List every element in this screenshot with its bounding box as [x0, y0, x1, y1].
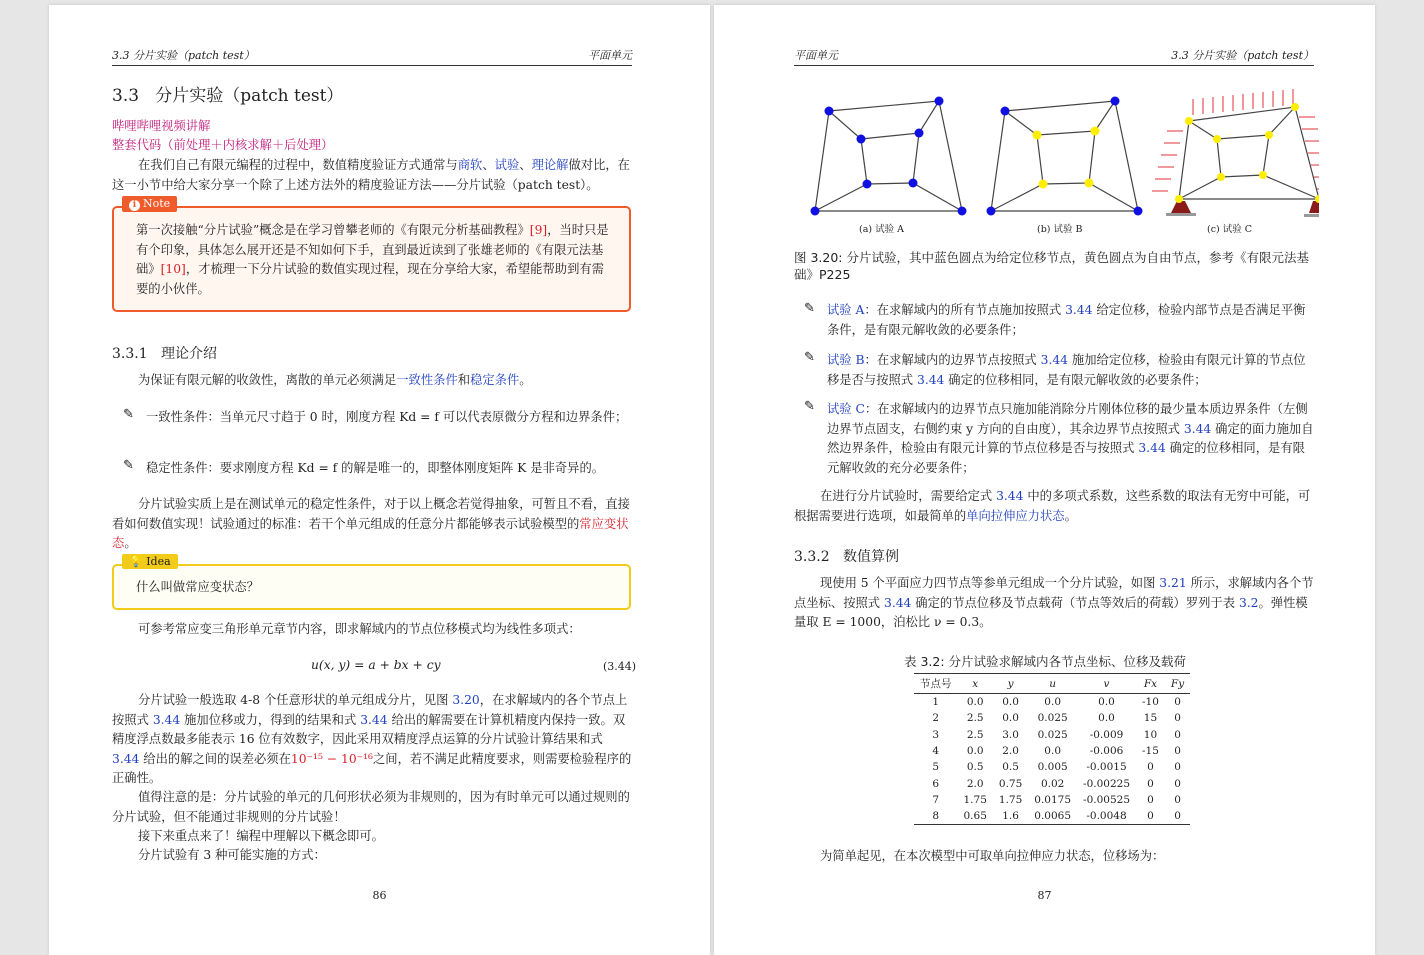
- table-header-cell: Fx: [1136, 674, 1165, 694]
- pencil-icon: ✎: [804, 301, 815, 316]
- link-uniaxial-tension[interactable]: 单向拉伸应力状态: [966, 508, 1065, 523]
- table-cell: 5: [932, 761, 940, 774]
- irregular-paragraph: 值得注意的是：分片试验的单元的几何形状必须为非规则的，因为有时单元可以通过规则的分片试验，但不能通过非规则的分片试验！: [112, 790, 630, 824]
- table-cell: 4: [932, 745, 940, 758]
- table-cell: 1.6: [1002, 810, 1019, 823]
- focus-paragraph: 接下来重点来了！编程中理解以下概念即可。: [138, 829, 384, 843]
- table-caption: 表 3.2: 分片试验求解域内各节点坐标、位移及载荷: [904, 654, 1187, 669]
- node-fixed: [1111, 97, 1120, 106]
- node-fixed: [915, 129, 924, 138]
- header-left: 平面单元: [794, 49, 838, 62]
- table-row: [914, 743, 1190, 759]
- node-free: [1291, 103, 1299, 111]
- methods-paragraph: 分片试验有 3 种可能实施的方式：: [138, 848, 326, 862]
- header-right: 3.3 分片实验（patch test）: [1171, 49, 1314, 62]
- node-free: [1091, 127, 1100, 136]
- fixed-support: [1171, 201, 1191, 213]
- page-number: 86: [372, 889, 387, 902]
- table-cell: 0.005: [1037, 761, 1068, 774]
- linear-polynomial-paragraph: 可参考常应变三角形单元章节内容，即求解域内的节点位移模式均为线性多项式：: [138, 622, 581, 636]
- ref-eq-344[interactable]: 3.44: [884, 595, 912, 610]
- subsection-heading-332: 3.3.2 数值算例: [794, 549, 899, 565]
- table-cell: 0: [1174, 745, 1181, 758]
- page-86: [49, 5, 710, 955]
- node-free: [1265, 131, 1273, 139]
- table-cell: -0.00225: [1083, 777, 1130, 790]
- ref-fig-321[interactable]: 3.21: [1159, 576, 1187, 590]
- table-cell: 6: [932, 777, 940, 790]
- node-free: [1085, 179, 1094, 188]
- table-cell: 8: [932, 810, 940, 823]
- note-tag: i Note: [122, 196, 177, 212]
- pencil-icon: ✎: [123, 458, 134, 473]
- running-header: [112, 47, 632, 66]
- table-row: [914, 808, 1190, 825]
- table-cell: 0.5: [966, 761, 984, 774]
- table-cell: 0.0175: [1034, 793, 1072, 806]
- link-test-b[interactable]: 试验 B: [827, 353, 865, 367]
- section-heading: [112, 81, 343, 106]
- ref-eq-344[interactable]: 3.44: [112, 751, 140, 766]
- ref-eq-344[interactable]: 3.44: [1138, 441, 1166, 455]
- page-87: [714, 5, 1375, 955]
- table-row: [914, 727, 1190, 743]
- table-cell: 0: [1147, 761, 1154, 774]
- table-header-cell: 节点号: [914, 674, 958, 694]
- code-link[interactable]: 整套代码（前处理＋内核求解＋后处理）: [112, 138, 334, 152]
- ref-10[interactable]: [10]: [160, 262, 186, 276]
- equation-344: u(x, y) = a + bx + cy: [311, 658, 441, 672]
- node-fixed: [909, 179, 918, 188]
- section-title: 分片实验（patch test）: [155, 86, 344, 106]
- ref-eq-344[interactable]: 3.44: [917, 372, 945, 387]
- table-cell: 0.0: [1002, 696, 1019, 709]
- table-cell: 0.0: [1002, 712, 1019, 725]
- note-text: 第一次接触“分片试验”概念是在学习曾攀老师的《有限元分析基础教程》[9]，当时只是有个印象，具体怎么展开还是不知如何下手，直到最近读到了张雄老师的《有限元法基础》[10]，才梳理一下分片试验的数值实现过程，现在分享给大家，希望能帮助到有需要的小伙伴。: [136, 223, 609, 296]
- idea-text: 什么叫做常应变状态？: [136, 580, 259, 594]
- equation-number: (3.44): [603, 660, 637, 673]
- patch-test-c: [1152, 89, 1319, 217]
- table-cell: 0.025: [1037, 728, 1068, 741]
- table-cell: 0.0: [966, 745, 984, 758]
- table-cell: 0: [1174, 777, 1181, 790]
- inner-element: [861, 133, 919, 184]
- table-cell: 2.5: [966, 728, 984, 741]
- node-fixed: [825, 107, 834, 116]
- subfig-label-a: (a) 试验 A: [859, 224, 904, 235]
- patch-test-a: [811, 97, 967, 216]
- subfig-label-b: (b) 试验 B: [1037, 224, 1083, 235]
- link-experiment[interactable]: 试验: [494, 158, 520, 172]
- table-cell: 0: [1174, 810, 1181, 823]
- idea-tag: 💡 Idea: [122, 554, 178, 569]
- figure-caption: 图 3.20: 分片试验，其中蓝色圆点为给定位移节点，黄色圆点为自由节点，参考《有限元法基础》P225: [794, 250, 1309, 282]
- table-cell: 0: [1174, 728, 1181, 741]
- link-test-a[interactable]: 试验 A: [827, 303, 865, 317]
- subsection-heading-331: 3.3.1 理论介绍: [112, 346, 217, 362]
- outer-boundary: [1179, 107, 1319, 199]
- coefficient-paragraph: 在进行分片试验时，需要给定式 3.44 中的多项式系数，这些系数的取法有无穷中可能，可根据需要进行选项，如最简单的单向拉伸应力状态。: [794, 489, 1311, 523]
- table-cell: 3: [932, 728, 940, 741]
- precision-paragraph: 分片试验一般选取 4-8 个任意形状的单元组成分片，见图 3.20，在求解域内的各个节点上按照式 3.44 施加位移或力，得到的结果和式 3.44 给出的解需要在计算机精度内保持一致。双精度浮点数最多能表示 16 位有效数字，因此采用双精度浮点运算的分片试验计算结果和式 3.44 给出的解之间的误差必须在10⁻¹⁵ − 10⁻¹⁶之间，若不满足此精度要求，则需要检验程序的正确性。: [112, 693, 632, 785]
- pencil-icon: ✎: [804, 350, 815, 365]
- bullet-test-c: 试验 C：在求解域内的边界节点只施加能消除分片刚体位移的最少量本质边界条件（左侧边界节点固支，右侧约束 y 方向的自由度），其余边界节点按照式 3.44 确定的面力施加自然边界条件，检验由有限元计算的节点位移是否与按照式 3.44 确定的位移相同，是有限元解收敛的充分必要条件；: [827, 402, 1314, 475]
- table-row: [914, 792, 1190, 808]
- ref-fig-320[interactable]: 3.20: [452, 693, 480, 707]
- node-table: [914, 673, 1190, 825]
- table-cell: 1.75: [998, 793, 1023, 806]
- link-stability[interactable]: 稳定条件: [470, 373, 520, 387]
- table-cell: 0: [1147, 777, 1154, 790]
- table-header-row: [914, 674, 1190, 694]
- table-cell: 0.02: [1040, 777, 1065, 790]
- table-cell: -0.0048: [1086, 810, 1127, 823]
- table-cell: 3.0: [1002, 728, 1019, 741]
- bullet-stability: 稳定性条件：要求刚度方程 Kd = f 的解是唯一的，即整体刚度矩阵 K 是非奇异的。: [146, 461, 605, 475]
- node-fixed: [1134, 207, 1143, 216]
- node-free: [1213, 135, 1221, 143]
- table-cell: 2.0: [1002, 745, 1019, 758]
- ref-eq-344[interactable]: 3.44: [1065, 303, 1093, 317]
- running-header: [794, 47, 1314, 66]
- table-header-cell: v: [1077, 674, 1136, 694]
- table-cell: 15: [1143, 712, 1158, 725]
- table-row: [914, 694, 1190, 711]
- table-cell: 2: [932, 712, 940, 725]
- table-cell: 2.0: [966, 777, 984, 790]
- lightbulb-icon: 💡: [129, 555, 143, 568]
- table-cell: -0.0015: [1086, 761, 1127, 774]
- subfig-label-c: (c) 试验 C: [1207, 224, 1253, 235]
- table-cell: 2.5: [966, 712, 984, 725]
- table-cell: 1: [932, 696, 940, 709]
- table-cell: 0.025: [1037, 712, 1068, 725]
- table-cell: 0: [1147, 810, 1154, 823]
- node-free: [1033, 131, 1042, 140]
- ref-eq-344[interactable]: 3.44: [1183, 421, 1212, 436]
- table-cell: 0.0065: [1034, 810, 1072, 823]
- ref-table-32[interactable]: 3.2: [1238, 595, 1259, 610]
- table-cell: -0.006: [1089, 745, 1124, 758]
- table-cell: -10: [1142, 696, 1159, 709]
- node-free: [1217, 173, 1225, 181]
- next-page-left-edge: [49, 943, 710, 955]
- pencil-icon: ✎: [123, 407, 134, 422]
- table-cell: 0.0: [966, 696, 984, 709]
- ref-9[interactable]: [9]: [529, 223, 548, 237]
- figure-patch-tests: [809, 87, 1319, 222]
- link-theory[interactable]: 理论解: [531, 158, 569, 172]
- table-cell: 0.0: [1044, 745, 1061, 758]
- bullet-consistency: 一致性条件：当单元尺寸趋于 0 时，刚度方程 Kd = f 可以代表原微分方程和边界条件；: [146, 410, 628, 424]
- table-cell: 0: [1174, 696, 1181, 709]
- table-cell: 0.0: [1098, 696, 1115, 709]
- table-cell: 1.75: [963, 793, 987, 806]
- table-cell: 0: [1174, 761, 1181, 774]
- table-cell: 0.0: [1098, 712, 1115, 725]
- node-free: [1259, 171, 1267, 179]
- patch-test-b: [987, 97, 1143, 216]
- node-free: [1039, 180, 1048, 189]
- table-cell: -0.009: [1089, 728, 1124, 741]
- table-cell: 0.75: [998, 777, 1023, 790]
- example-paragraph: 现使用 5 个平面应力四节点等参单元组成一个分片试验，如图 3.21 所示，求解域内各个节点坐标、按照式 3.44 确定的节点位移及节点载荷（节点等效后的荷载）罗列于表 3.2。弹性模量取 E = 1000，泊松比 ν = 0.3。: [794, 576, 1314, 629]
- roller-support: [1309, 201, 1319, 213]
- header-left: 3.3 分片实验（patch test）: [112, 49, 255, 62]
- table-header-cell: y: [993, 674, 1028, 694]
- bullet-test-b: 试验 B：在求解域内的边界节点按照式 3.44 施加给定位移，检验由有限元计算的节点位移是否与按照式 3.44 确定的位移相同，是有限元解收敛的必要条件；: [827, 353, 1306, 387]
- table-header-cell: u: [1028, 674, 1077, 694]
- table-cell: 0.5: [1002, 761, 1019, 774]
- bullet-test-a: 试验 A：在求解域内的所有节点施加按照式 3.44 给定位移，检验内部节点是否满足平衡条件，是有限元解收敛的必要条件；: [827, 303, 1306, 337]
- link-test-c[interactable]: 试验 C: [827, 402, 865, 416]
- node-fixed: [987, 207, 996, 216]
- ref-eq-344[interactable]: 3.44: [152, 712, 181, 727]
- patch-test-paragraph: 分片试验实质上是在测试单元的稳定性条件，对于以上概念若觉得抽象，可暂且不看，直接看如何数值实现！试验通过的标准：若干个单元组成的任意分片都能够表示试验模型的常应变状态。: [112, 497, 630, 550]
- node-fixed: [958, 207, 967, 216]
- table-cell: -15: [1142, 745, 1159, 758]
- link-consistency[interactable]: 一致性条件: [396, 373, 458, 387]
- error-range: 10⁻¹⁵ − 10⁻¹⁶: [290, 751, 373, 766]
- link-constant-strain[interactable]: 常应变状态: [112, 516, 629, 550]
- table-cell: 0: [1174, 712, 1181, 725]
- node-fixed: [935, 97, 944, 106]
- table-row: [914, 710, 1190, 726]
- table-cell: 0: [1147, 793, 1154, 806]
- node-fixed: [1001, 107, 1010, 116]
- pencil-icon: ✎: [804, 399, 815, 414]
- table-body: [914, 694, 1190, 825]
- info-icon: i: [129, 200, 140, 211]
- table-header-cell: x: [958, 674, 993, 694]
- idea-box: [112, 555, 631, 610]
- link-commercial-software[interactable]: 商软: [457, 158, 483, 172]
- displacement-paragraph: 为简单起见，在本次模型中可取单向拉伸应力状态，位移场为：: [820, 849, 1165, 863]
- next-page-right-edge: [714, 943, 1375, 955]
- node-fixed: [863, 180, 872, 189]
- table-cell: 0.0: [1044, 696, 1061, 709]
- table-cell: -0.00525: [1083, 793, 1130, 806]
- section-number: 3.3: [112, 86, 140, 106]
- ref-eq-344[interactable]: 3.44: [996, 489, 1024, 503]
- node-fixed: [857, 135, 866, 144]
- header-right: 平面单元: [588, 49, 632, 62]
- table-cell: 10: [1143, 728, 1158, 741]
- convergence-paragraph: 为保证有限元解的收敛性，离散的单元必须满足一致性条件和稳定条件。: [138, 373, 532, 387]
- video-link[interactable]: 哔哩哔哩视频讲解: [112, 119, 211, 133]
- table-header-cell: Fy: [1165, 674, 1190, 694]
- note-box: [112, 197, 631, 312]
- table-row: [914, 759, 1190, 775]
- node-free: [1175, 195, 1183, 203]
- intro-paragraph: 在我们自己有限元编程的过程中，数值精度验证方式通常与商软、试验、理论解做对比，在这一小节中给大家分享一个除了上述方法外的精度验证方法——分片试验（patch test）。: [112, 158, 630, 192]
- table-row: [914, 775, 1190, 791]
- table-cell: 7: [932, 793, 940, 806]
- node-free: [1185, 117, 1193, 125]
- node-fixed: [811, 207, 820, 216]
- ref-eq-344[interactable]: 3.44: [360, 712, 388, 727]
- table-cell: 0.65: [963, 810, 987, 823]
- table-cell: 0: [1174, 793, 1181, 806]
- ref-eq-344[interactable]: 3.44: [1040, 353, 1069, 367]
- page-number: 87: [1037, 889, 1052, 902]
